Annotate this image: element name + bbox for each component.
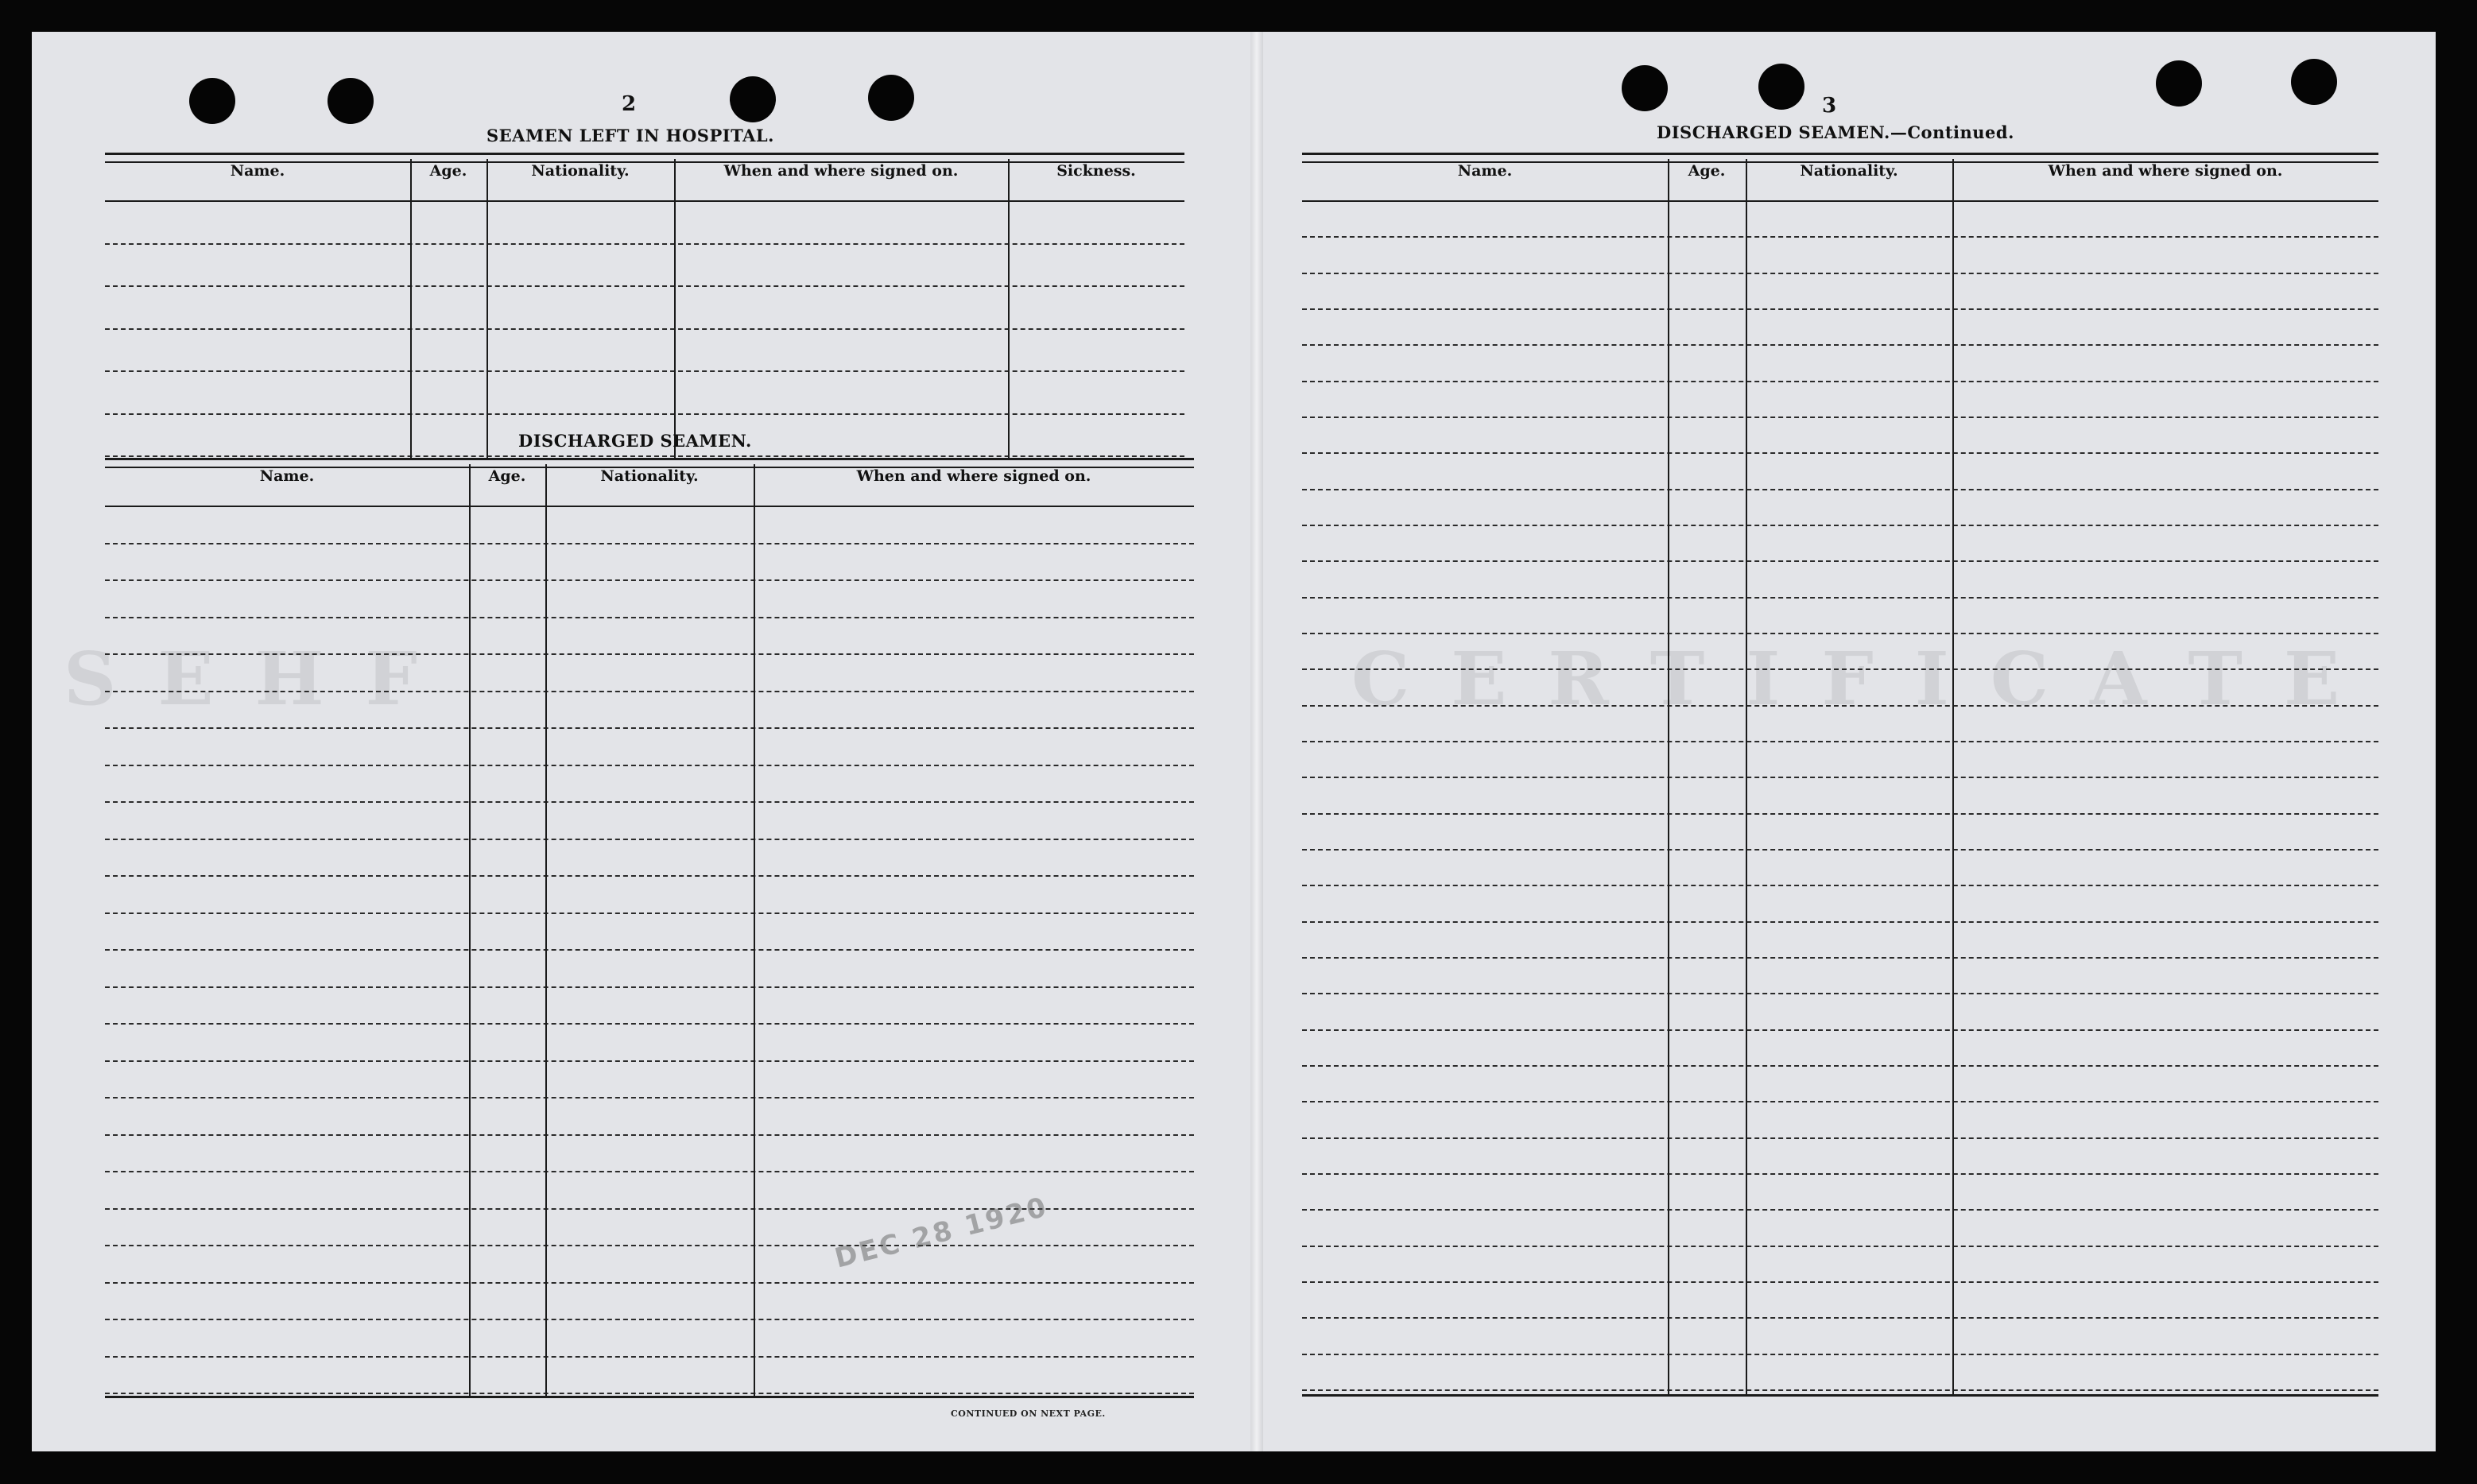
blank-entry-row <box>105 330 1184 373</box>
blank-entry-row <box>105 507 1194 544</box>
blank-entry-row <box>105 581 1194 618</box>
punch-hole <box>868 75 914 121</box>
blank-entry-row <box>1302 959 2378 994</box>
punch-hole <box>2291 59 2337 105</box>
blank-entry-row <box>1302 1031 2378 1067</box>
table-bottom-rule <box>1302 1394 2378 1397</box>
blank-entry-row <box>1302 1247 2378 1283</box>
column-divider <box>754 464 755 1396</box>
blank-entry-row <box>105 692 1194 730</box>
discharged-continued-table <box>1302 153 2378 1401</box>
table-rows <box>105 507 1194 1394</box>
blank-entry-row <box>105 1098 1194 1136</box>
table-rows <box>105 202 1184 457</box>
blank-entry-row <box>105 655 1194 692</box>
center-fold <box>1250 32 1263 1451</box>
blank-entry-row <box>105 840 1194 878</box>
blank-entry-row <box>105 803 1194 840</box>
blank-entry-row <box>105 1246 1194 1284</box>
column-divider <box>1008 159 1010 459</box>
blank-entry-row <box>1302 994 2378 1030</box>
blank-entry-row <box>1302 1283 2378 1319</box>
blank-entry-row <box>1302 346 2378 382</box>
discharged-table <box>105 458 1194 1402</box>
blank-entry-row <box>1302 310 2378 346</box>
column-divider <box>486 159 488 459</box>
blank-entry-row <box>105 729 1194 766</box>
blank-entry-row <box>1302 923 2378 959</box>
punch-hole <box>1758 64 1804 110</box>
blank-entry-row <box>1302 562 2378 598</box>
bleed-through-text: S E H F <box>64 636 425 722</box>
blank-entry-row <box>105 951 1194 988</box>
continued-footnote: CONTINUED ON NEXT PAGE. <box>951 1408 1106 1419</box>
blank-entry-row <box>1302 1355 2378 1391</box>
blank-entry-row <box>105 1136 1194 1173</box>
column-header: Sickness. <box>1056 162 1136 180</box>
column-header: Nationality. <box>600 467 699 485</box>
hospital-table <box>105 153 1184 461</box>
blank-entry-row <box>105 544 1194 582</box>
blank-entry-row <box>1302 526 2378 562</box>
column-divider <box>1746 159 1747 1394</box>
blank-entry-row <box>105 766 1194 804</box>
column-header: Age. <box>429 162 467 180</box>
blank-entry-row <box>105 1062 1194 1099</box>
column-divider <box>410 159 412 459</box>
punch-hole <box>2156 60 2202 107</box>
column-divider <box>469 464 471 1396</box>
blank-entry-row <box>1302 850 2378 886</box>
punch-hole <box>1622 65 1668 111</box>
column-header: When and where signed on. <box>2048 162 2283 180</box>
punch-hole <box>328 78 374 124</box>
blank-entry-row <box>1302 634 2378 670</box>
blank-entry-row <box>1302 418 2378 454</box>
blank-entry-row <box>105 202 1184 245</box>
blank-entry-row <box>105 877 1194 914</box>
blank-entry-row <box>1302 202 2378 238</box>
blank-entry-row <box>105 1320 1194 1358</box>
column-divider <box>545 464 547 1396</box>
blank-entry-row <box>105 1358 1194 1395</box>
document-sheet <box>32 32 2436 1451</box>
blank-entry-row <box>1302 1102 2378 1138</box>
blank-entry-row <box>105 287 1184 330</box>
stamp-text: DEC 28 1920 <box>831 1191 1052 1275</box>
column-header: Name. <box>230 162 285 180</box>
blank-entry-row <box>1302 815 2378 850</box>
section-title-discharged-continued: DISCHARGED SEAMEN.—Continued. <box>1657 122 2014 142</box>
column-header: Nationality. <box>1800 162 1898 180</box>
section-title-hospital: SEAMEN LEFT IN HOSPITAL. <box>486 126 774 145</box>
blank-entry-row <box>1302 454 2378 490</box>
blank-entry-row <box>1302 886 2378 922</box>
blank-entry-row <box>105 618 1194 656</box>
column-divider <box>1668 159 1669 1394</box>
page-number: 3 <box>1822 94 1837 118</box>
column-header: Name. <box>259 467 315 485</box>
table-bottom-rule <box>105 1396 1194 1398</box>
column-divider <box>1952 159 1954 1394</box>
blank-entry-row <box>1302 1211 2378 1246</box>
blank-entry-row <box>1302 274 2378 310</box>
blank-entry-row <box>105 988 1194 1025</box>
table-rows <box>1302 202 2378 1391</box>
column-header: Age. <box>1688 162 1726 180</box>
column-header: Age. <box>488 467 526 485</box>
column-header: When and where signed on. <box>723 162 959 180</box>
blank-entry-row <box>105 245 1184 288</box>
blank-entry-row <box>1302 238 2378 273</box>
punch-hole <box>730 76 776 122</box>
blank-entry-row <box>1302 707 2378 742</box>
blank-entry-row <box>1302 1067 2378 1102</box>
punch-hole <box>189 78 235 124</box>
blank-entry-row <box>105 1025 1194 1062</box>
column-header: When and where signed on. <box>856 467 1091 485</box>
blank-entry-row <box>1302 382 2378 418</box>
blank-entry-row <box>1302 1175 2378 1211</box>
page-number: 2 <box>622 92 637 116</box>
column-header: Name. <box>1457 162 1513 180</box>
blank-entry-row <box>1302 778 2378 814</box>
blank-entry-row <box>105 914 1194 951</box>
section-title-discharged: DISCHARGED SEAMEN. <box>518 431 752 451</box>
blank-entry-row <box>105 372 1184 415</box>
blank-entry-row <box>1302 490 2378 526</box>
column-divider <box>674 159 676 459</box>
bleed-through-text: C E R T I F I C A T E <box>1351 636 2348 722</box>
blank-entry-row <box>1302 1319 2378 1354</box>
blank-entry-row <box>1302 599 2378 634</box>
blank-entry-row <box>105 1284 1194 1321</box>
blank-entry-row <box>1302 742 2378 778</box>
blank-entry-row <box>1302 1139 2378 1175</box>
blank-entry-row <box>1302 670 2378 706</box>
column-header: Nationality. <box>531 162 630 180</box>
